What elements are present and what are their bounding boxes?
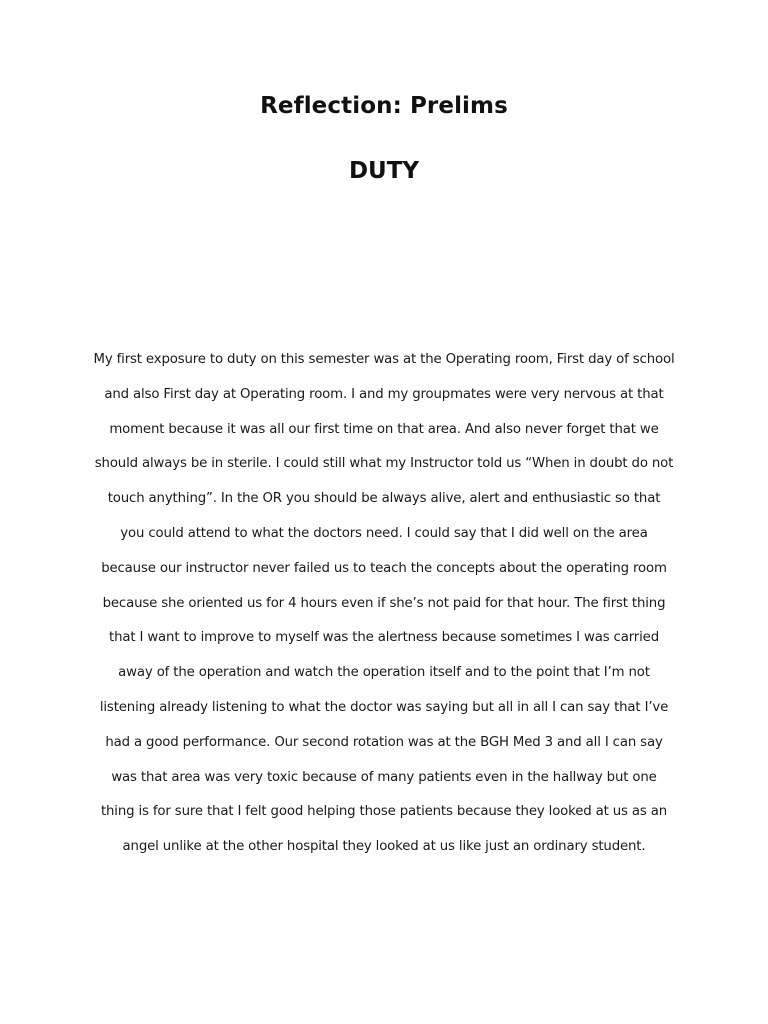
paragraph-line: touch anything”. In the OR you should be always alive, alert and enthusiastic so that (107, 491, 661, 507)
paragraph-line: should always be in sterile. I could still what my Instructor told us “When in doubt do not (94, 456, 674, 472)
paragraph-line: angel unlike at the other hospital they looked at us like just an ordinary student. (122, 839, 646, 855)
paragraph-line: that I want to improve to myself was the alertness because sometimes I was carried (109, 630, 659, 646)
paragraph-line: thing is for sure that I felt good helping those patients because they looked at us as an (100, 804, 668, 820)
reflection-paragraph (70, 343, 698, 865)
document-title: Reflection: Prelims (260, 93, 508, 119)
paragraph-line: because she oriented us for 4 hours even if she’s not paid for that hour. The first thing (102, 595, 666, 611)
document-subtitle: DUTY (348, 158, 420, 184)
paragraph-line: and also First day at Operating room. I and my groupmates were very nervous at that (104, 386, 664, 402)
paragraph-line: away of the operation and watch the operation itself and to the point that I’m not (118, 665, 650, 681)
paragraph-line: listening already listening to what the doctor was saying but all in all I can say that I’ve (99, 699, 669, 715)
paragraph-line: had a good performance. Our second rotation was at the BGH Med 3 and all I can say (105, 734, 663, 750)
paragraph-line: you could attend to what the doctors need. I could say that I did well on the area (120, 525, 648, 541)
paragraph-line: because our instructor never failed us to teach the concepts about the operating room (101, 560, 667, 576)
paragraph-line: was that area was very toxic because of many patients even in the hallway but one (111, 769, 657, 785)
paragraph-line: My first exposure to duty on this semester was at the Operating room, First day of school (93, 352, 675, 367)
paragraph-line: moment because it was all our first time on that area. And also never forget that we (109, 421, 659, 437)
